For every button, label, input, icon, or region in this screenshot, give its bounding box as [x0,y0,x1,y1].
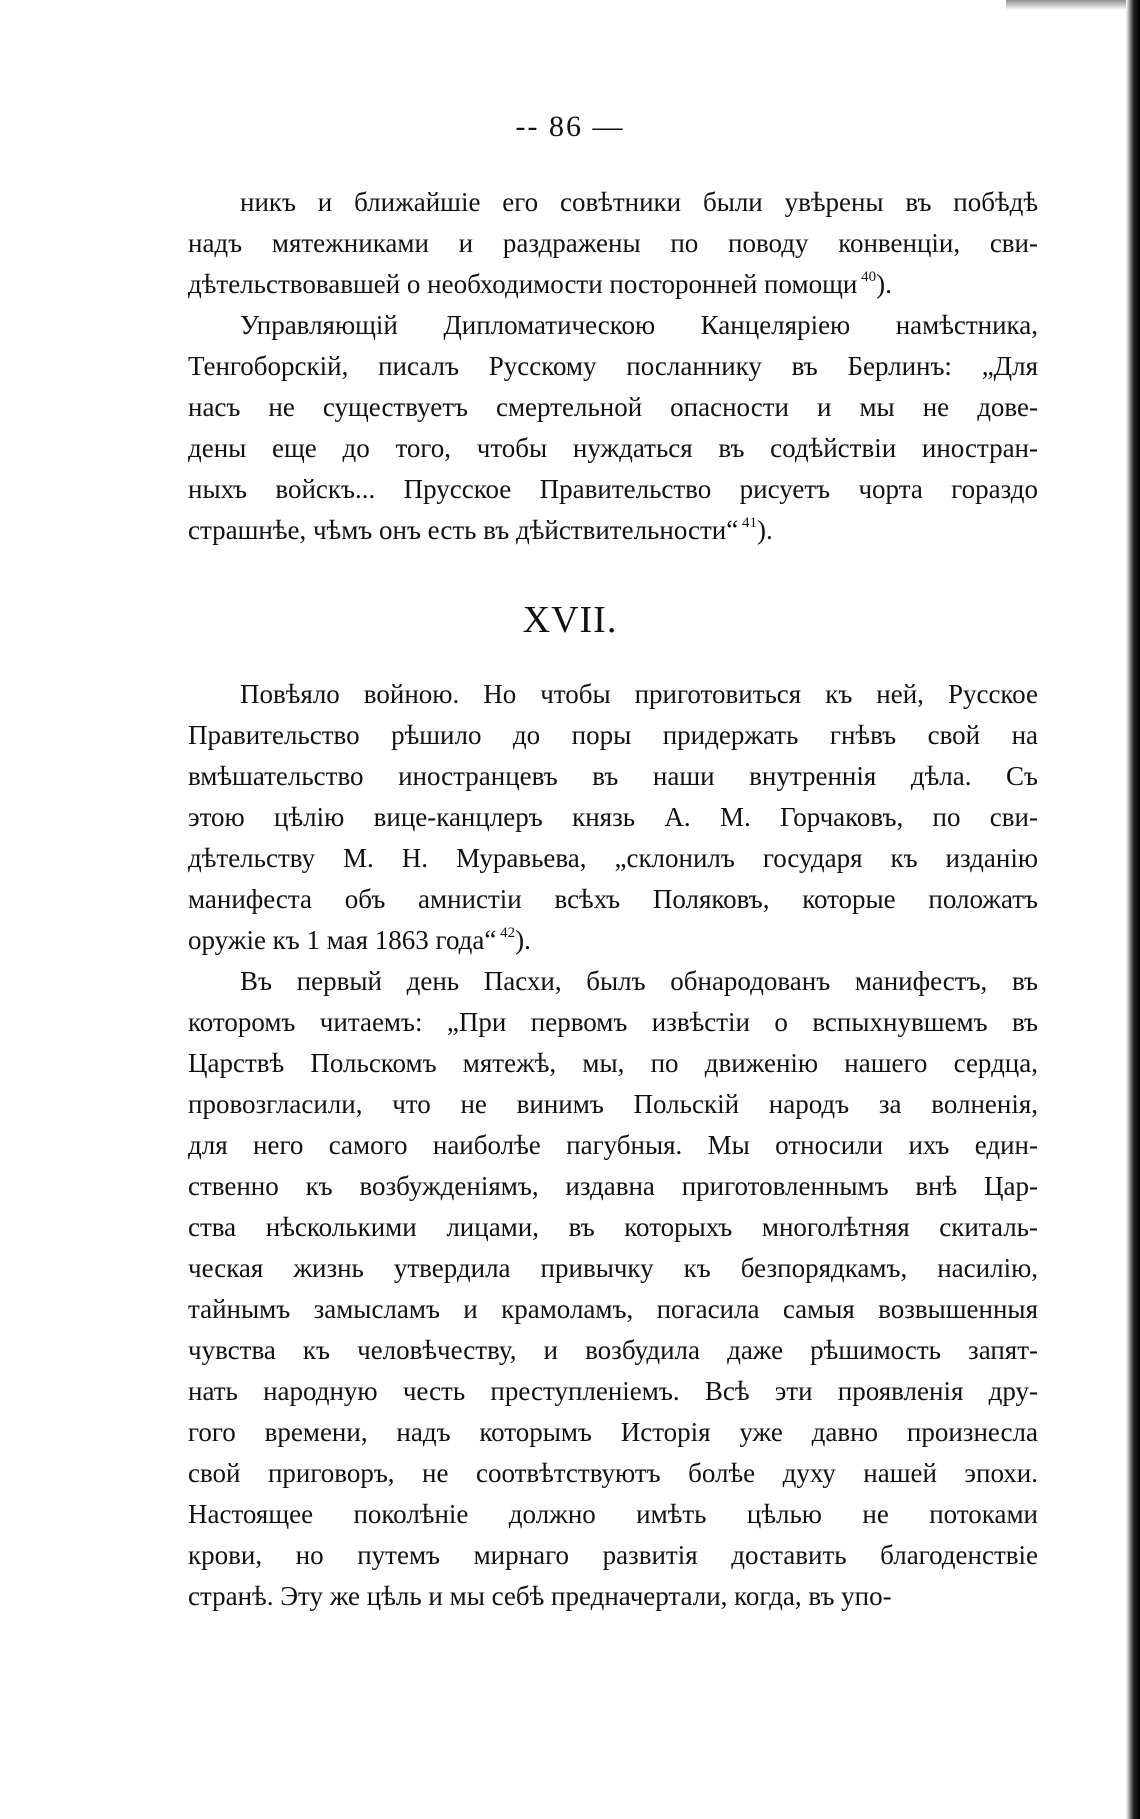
line-text: нать народную честь преступленіемъ. Всѣ эти проявленія дру- [188,1376,1038,1406]
text-line [188,674,1038,715]
line-text: Въ первый день Пасхи, былъ обнародованъ манифестъ, въ [240,966,1038,996]
text-line [188,1125,1038,1166]
text-line [188,387,1038,428]
chapter-heading: XVII. [522,599,618,641]
text-line [188,1494,1038,1535]
line-text-tail: ). [756,515,773,545]
line-text: для него самого наиболѣе пагубныя. Мы относили ихъ един- [188,1130,1038,1160]
line-text: крови, но путемъ мирнаго развитія доставить благоденствіе [188,1540,1038,1570]
text-line [188,510,1038,551]
footnote-marker: 41 [738,515,757,531]
line-text: провозгласили, что не винимъ Польскій народъ за волненія, [188,1089,1038,1119]
paragraph [188,961,1038,1617]
line-text: манифеста объ амнистіи всѣхъ Поляковъ, которые положатъ [188,884,1038,914]
text-line [188,1330,1038,1371]
text-line [188,305,1038,346]
text-line [188,1043,1038,1084]
line-text: гого времени, надъ которымъ Исторія уже давно произнесла [188,1417,1038,1447]
text-line [188,797,1038,838]
line-text: надъ мятежниками и раздражены по поводу конвенціи, сви- [188,228,1038,258]
text-line [188,1248,1038,1289]
footnote-marker: 40 [857,269,877,285]
line-text: ственно къ возбужденіямъ, издавна приготовленнымъ внѣ Цар- [188,1171,1038,1201]
text-line [188,1166,1038,1207]
line-text: дѣтельству М. Н. Муравьева, „склонилъ государя къ изданію [188,843,1038,873]
text-line [188,920,1038,961]
line-text: свой приговоръ, не соотвѣтствуютъ болѣе духу нашей эпохи. [188,1458,1038,1488]
line-text: этою цѣлію вице-канцлеръ князь А. М. Горчаковъ, по сви- [188,802,1038,832]
text-line [188,838,1038,879]
text-line [188,1535,1038,1576]
line-text: ческая жизнь утвердила привычку къ безпорядкамъ, насилію, [188,1253,1038,1283]
line-text: вмѣшательство иностранцевъ въ наши внутреннія дѣла. Съ [188,761,1038,791]
line-text: чувства къ человѣчеству, и возбудила даже рѣшимость запят- [188,1335,1038,1365]
line-text: дѣтельствовавшей о необходимости посторонней помощи [188,269,858,299]
text-line [188,1207,1038,1248]
text-line [188,346,1038,387]
page-number: -- 86 — [515,110,625,143]
line-text: ства нѣсколькими лицами, въ которыхъ многолѣтняя скиталь- [188,1212,1038,1242]
text-line [188,1453,1038,1494]
text-line [188,961,1038,1002]
text-line [188,1289,1038,1330]
text-line [188,756,1038,797]
text-line [188,879,1038,920]
text-block-bottom [188,674,1038,1617]
line-text: которомъ читаемъ: „При первомъ извѣстіи о вспыхнувшемъ въ [188,1007,1038,1037]
line-text: странѣ. Эту же цѣль и мы себѣ предначертали, когда, въ упо- [188,1581,892,1611]
text-line [188,264,1038,305]
paragraph [188,305,1038,551]
line-text: Правительство рѣшило до поры придержать гнѣвъ свой на [188,720,1038,750]
line-text: оружіе къ 1 мая 1863 года“ [188,925,497,955]
line-text: Царствѣ Польскомъ мятежѣ, мы, по движенію нашего сердца, [188,1048,1038,1078]
line-text: Повѣяло войною. Но чтобы приготовиться къ ней, Русское [240,679,1038,709]
line-text-tail: ). [876,269,892,299]
text-line [188,1576,1038,1617]
paragraph [188,182,1038,305]
line-text: ныхъ войскъ... Прусское Правительство рисуетъ чорта гораздо [188,474,1038,504]
line-text: никъ и ближайшіе его совѣтники были увѣрены въ побѣдѣ [240,187,1038,217]
line-text-tail: ). [515,925,531,955]
text-line [188,469,1038,510]
text-line [188,1084,1038,1125]
text-line [188,428,1038,469]
text-line [188,1371,1038,1412]
line-text: Тенгоборскій, писалъ Русскому посланнику въ Берлинъ: „Для [188,351,1038,381]
footnote-marker: 42 [496,925,516,941]
text-line [188,715,1038,756]
text-line [188,1002,1038,1043]
text-line [188,223,1038,264]
scan-edge-shadow [1126,0,1140,1819]
line-text: страшнѣе, чѣмъ онъ есть въ дѣйствительности“ [188,515,739,545]
text-line [188,1412,1038,1453]
text-block-top [188,182,1038,551]
paragraph [188,674,1038,961]
text-line [188,182,1038,223]
line-text: Управляющій Дипломатическою Канцеляріею намѣстника, [240,310,1038,340]
scan-edge-shadow-top [1006,0,1126,10]
line-text: дены еще до того, чтобы нуждаться въ содѣйствіи иностран- [188,433,1038,463]
line-text: Настоящее поколѣніе должно имѣть цѣлью не потоками [188,1499,1038,1529]
line-text: тайнымъ замысламъ и крамоламъ, погасила самыя возвышенныя [188,1294,1038,1324]
line-text: насъ не существуетъ смертельной опасности и мы не дове- [188,392,1038,422]
